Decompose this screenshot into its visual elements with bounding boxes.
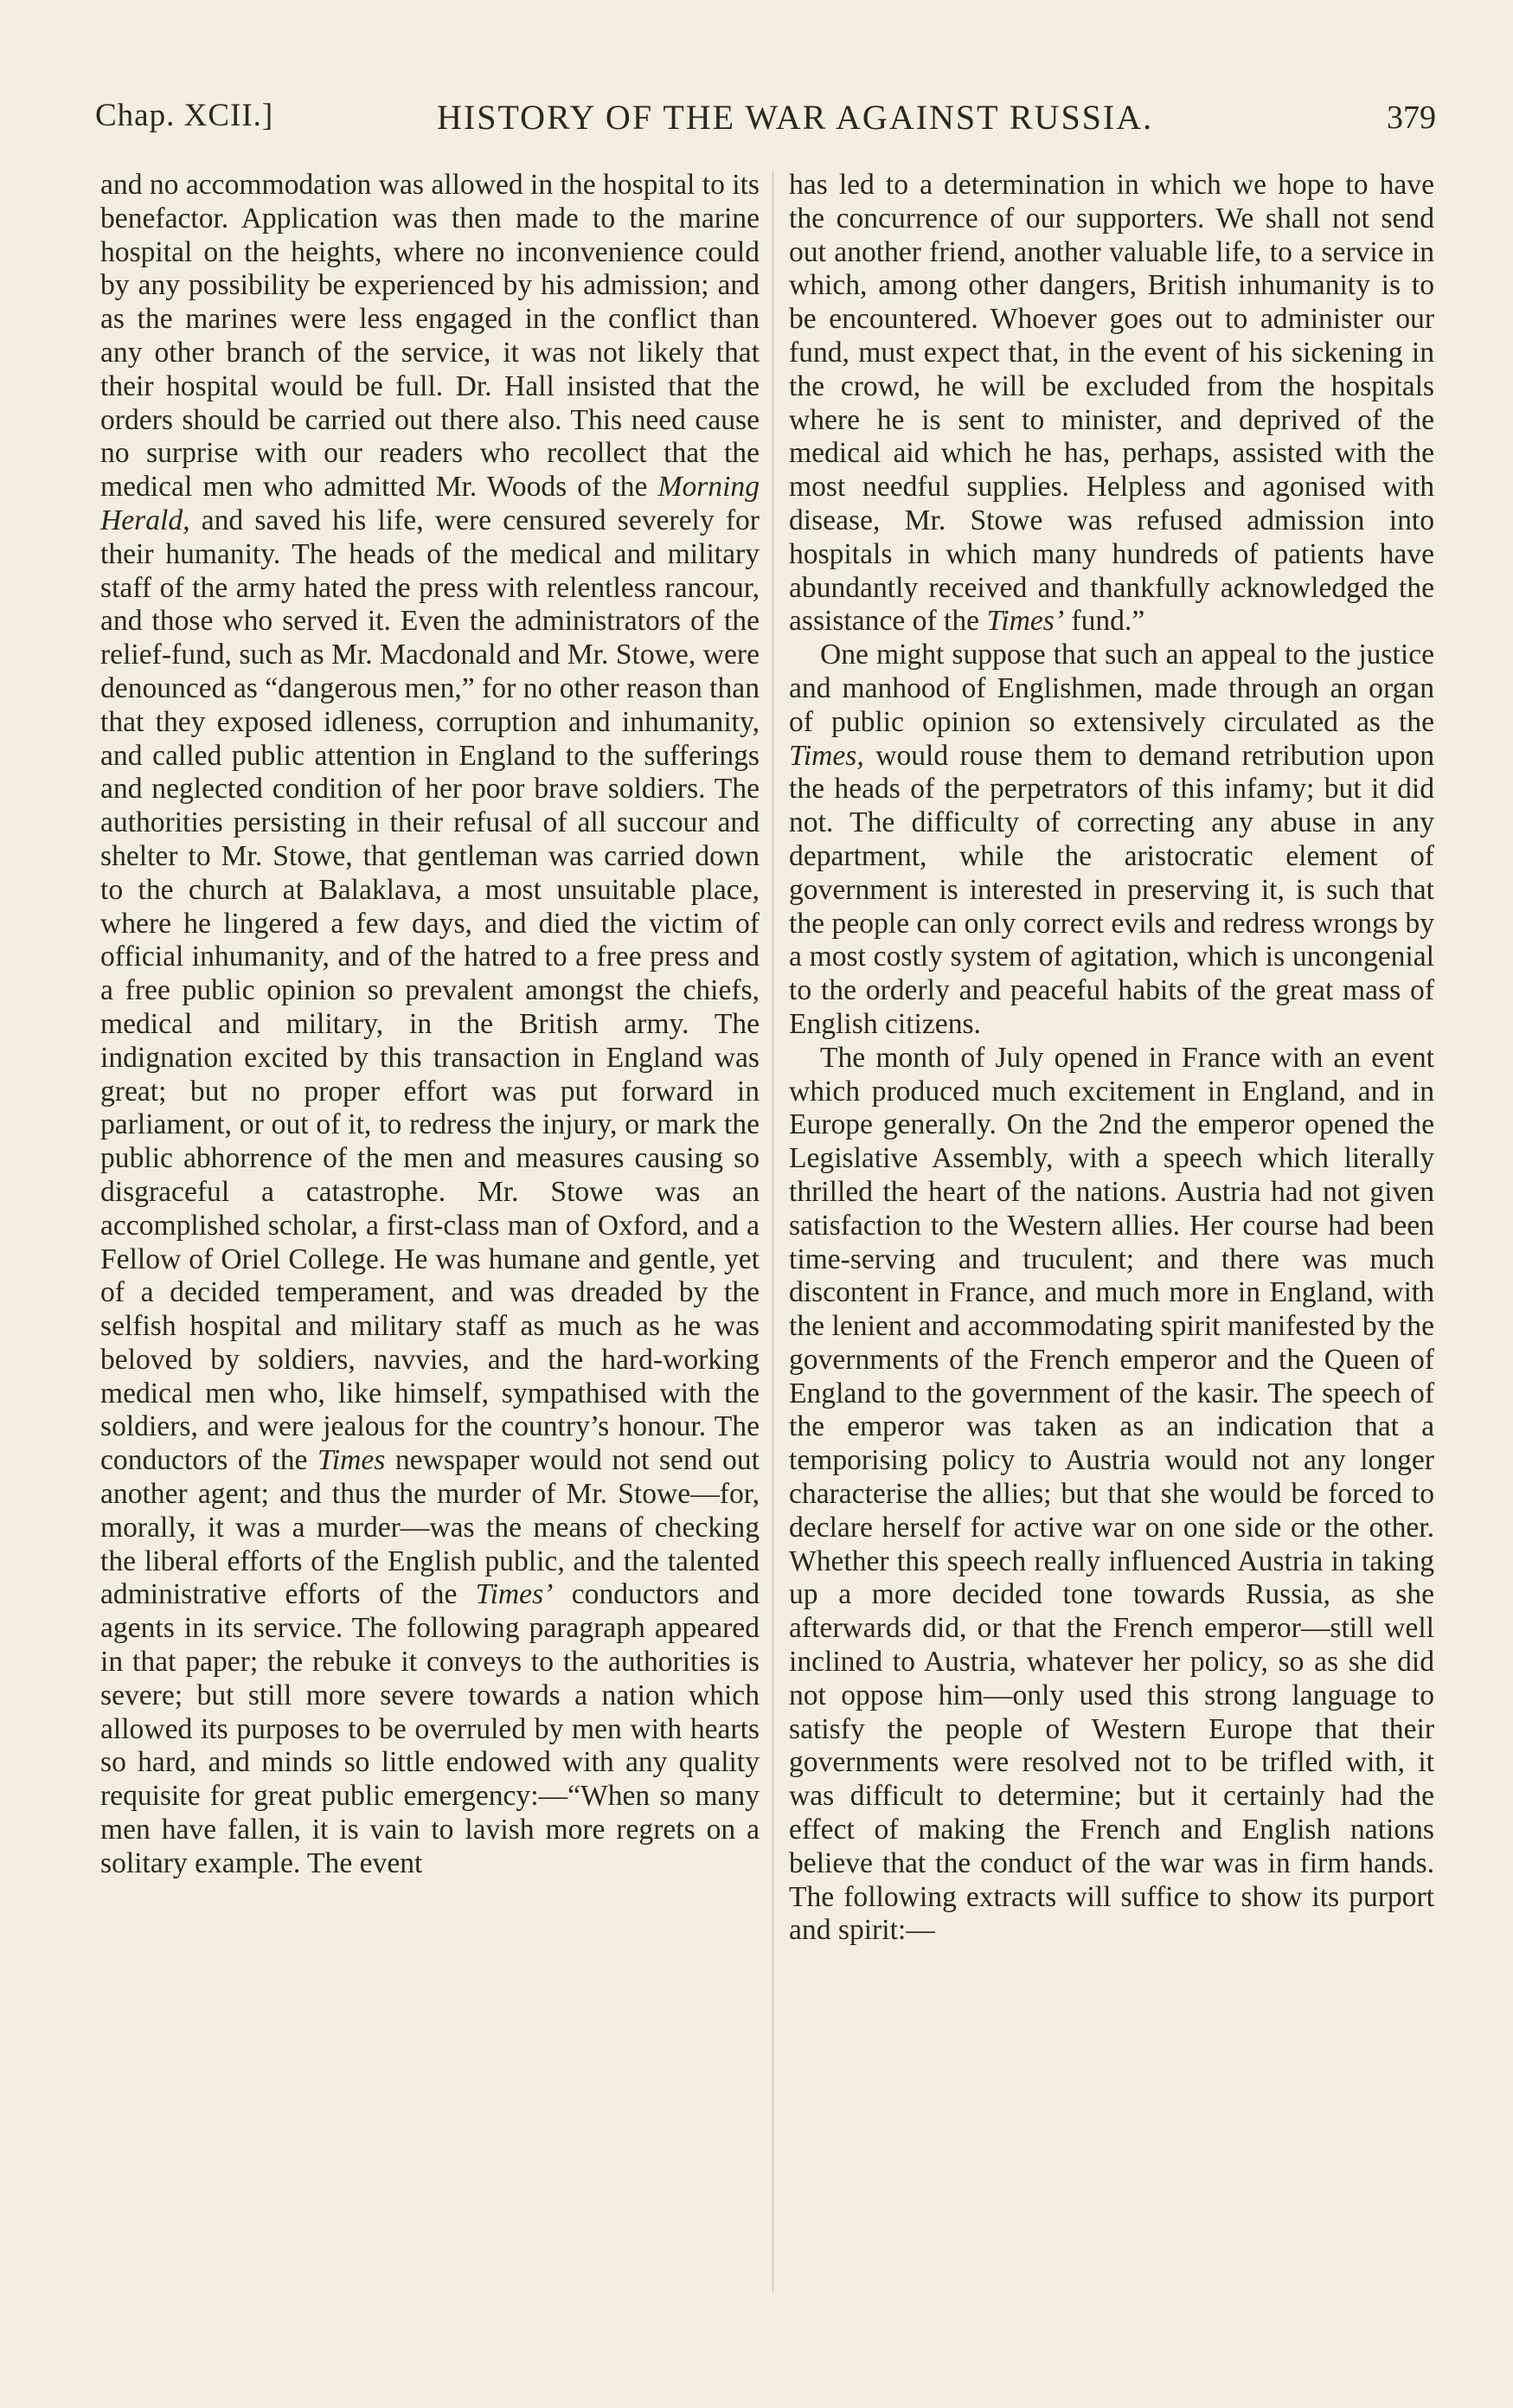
right-paragraph-1 xyxy=(789,169,1434,639)
text-run: One might suppose that such an appeal to the justice and manhood of Englishmen, made through an organ of public opinion so extensively circulated as the xyxy=(789,639,1434,738)
text-run: conductors and agents in its service. The following paragraph appeared in that paper; the rebuke it conveys to the authorities is severe; but still more severe towards a nation which allowed its purposes to be overruled by men with hearts so hard, and minds so little endowed with any quality requisite for great public emergency:—“When so many men have fallen, it is vain to lavish more regrets on a solitary example. The event xyxy=(100,1578,760,1879)
right-paragraph-2 xyxy=(789,639,1434,1042)
running-title: HISTORY OF THE WAR AGAINST RUSSIA. xyxy=(437,98,1154,137)
left-paragraph xyxy=(100,169,760,1881)
text-run: and saved his life, were censured severely for their humanity. The heads of the medical and military staff of the army hated the press with relentless rancour, and those who served it. Even the administrators of the relief-fund, such as Mr. Macdonald and Mr. Stowe, were denounced as “dangerous men,” for no other reason than that they exposed idleness, corruption and inhumanity, and called public attention in England to the sufferings and neglected condition of her poor brave soldiers. The authorities persisting in their refusal of all succour and shelter to Mr. Stowe, that gentleman was carried down to the church at Balaklava, a most unsuitable place, where he lingered a few days, and died the victim of official inhumanity, and of the hatred to a free press and a free public opinion so prevalent amongst the chiefs, medical and military, in the British army. The indignation excited by this transaction in England was great; but no proper effort was put forward in parliament, or out of it, to redress the injury, or mark the public abhorrence of the men and measures causing so disgraceful a catastrophe. Mr. Stowe was an accomplished scholar, a first-class man of Oxford, and a Fellow of Oriel College. He was humane and gentle, yet of a decided temperament, and was dreaded by the selfish hospital and military staff as much as he was beloved by soldiers, navvies, and the hard-working medical men who, like himself, sympathised with the soldiers, and were jealous for the country’s honour. The conductors of the xyxy=(100,504,760,1477)
left-column xyxy=(100,169,760,1881)
text-run: would rouse them to demand retribution upon the heads of the perpetrators of this infamy; but it did not. The difficulty of correcting any abuse in any department, while the aristocratic element of government is interested in preserving it, is such that the people can only correct evils and redress wrongs by a most costly system of agitation, which is uncongenial to the orderly and peaceful habits of the great mass of English citizens. xyxy=(789,739,1434,1040)
chapter-label: Chap. XCII.] xyxy=(95,98,274,133)
text-run: and no accommodation was allowed in the hospital to its benefactor. Application was then made to the marine hospital on the heights, where no inconvenience could by any possibility be experienced by his admission; and as the marines were less engaged in the conflict than any other branch of the service, it was not likely that their hospital would be full. Dr. Hall insisted that the orders should be carried out there also. This need cause no surprise with our readers who recollect that the medical men who admitted Mr. Woods of the xyxy=(100,169,760,504)
right-paragraph-3: The month of July opened in France with an event which produced much excitement in England, and in Europe generally. On the 2nd the emperor opened the Legislative Assembly, with a speech which literally thrilled the heart of the nations. Austria had not given satisfaction to the Western allies. Her course had been time-serving and truculent; and there was much discontent in France, and much more in England, with the lenient and accommodating spirit manifested by the governments of the French emperor and the Queen of England to the government of the kasir. The speech of the emperor was taken as an indication that a temporising policy to Austria would not any longer characterise the allies; but that she would be forced to declare herself for active war on one side or the other. Whether this speech really influenced Austria in taking up a more decided tone towards Russia, as she afterwards did, or that the French emperor—still well inclined to Austria, whatever her policy, so as she did not oppose him—only used this strong language to satisfy the people of Western Europe that their governments were resolved not to be trifled with, it was difficult to determine; but it certainly had the effect of making the French and English nations believe that the conduct of the war was in firm hands. The following extracts will suffice to show its purport and spirit:— xyxy=(789,1041,1434,1947)
running-header xyxy=(95,97,1436,140)
newspaper-title: Morning Herald, xyxy=(100,471,760,536)
newspaper-title: Times’ xyxy=(475,1578,554,1611)
newspaper-title: Times xyxy=(317,1444,386,1477)
right-column xyxy=(789,169,1434,1948)
text-run: fund.” xyxy=(1071,605,1145,638)
newspaper-title: Times’ xyxy=(986,605,1065,638)
newspaper-title: Times, xyxy=(789,739,864,772)
text-run: newspaper would not send out another agent; and thus the murder of Mr. Stowe—for, morally, it was a murder—was the means of checking the liberal efforts of the English public, and the talented administrative efforts of the xyxy=(100,1444,760,1611)
text-run: has led to a determination in which we hope to have the concurrence of our supporters. We shall not send out another friend, another valuable life, to a service in which, among other dangers, British inhumanity is to be encountered. Whoever goes out to administer our fund, must expect that, in the event of his sickening in the crowd, he will be excluded from the hospitals where he is sent to minister, and deprived of the medical aid which he has, perhaps, assisted with the most needful supplies. Helpless and agonised with disease, Mr. Stowe was refused admission into hospitals in which many hundreds of patients have abundantly received and thankfully acknowledged the assistance of the xyxy=(789,169,1434,638)
page-number: 379 xyxy=(1387,100,1436,136)
